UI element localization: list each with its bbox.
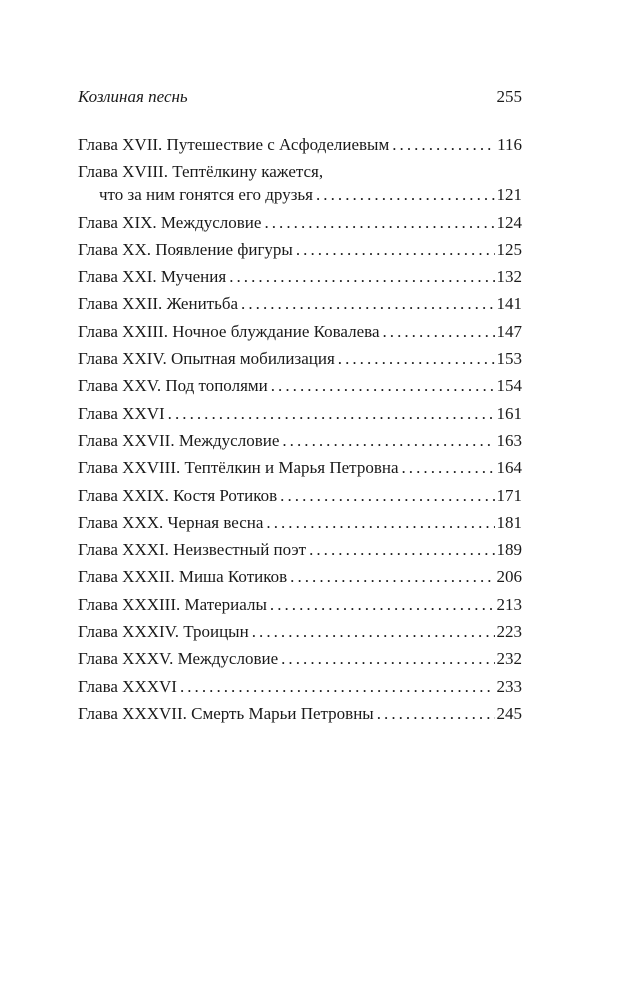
toc-entry-page: 121 xyxy=(496,185,522,205)
toc-entry xyxy=(78,565,522,588)
toc-entry-page: 125 xyxy=(496,239,522,259)
toc-entry xyxy=(78,620,522,643)
dot-leader xyxy=(252,620,495,643)
dot-leader xyxy=(392,133,495,156)
toc-entry-title: Глава XXXV. Междусловие xyxy=(78,649,279,669)
toc-entry-page: 132 xyxy=(496,267,522,287)
toc-entry xyxy=(78,675,522,698)
dot-leader xyxy=(241,292,494,315)
dot-leader xyxy=(316,183,495,206)
toc-entry-page: 124 xyxy=(496,212,522,232)
toc-entry-page: 232 xyxy=(496,649,522,669)
toc-entry-title: Глава XXXII. Миша Котиков xyxy=(78,567,288,587)
dot-leader xyxy=(280,484,494,507)
dot-leader xyxy=(382,320,494,343)
toc-entry-title: Глава XXVIII. Тептёлкин и Марья Петровна xyxy=(78,458,399,478)
running-title: Козлиная песнь xyxy=(78,87,188,106)
dot-leader xyxy=(270,593,495,616)
toc-entry-page: 161 xyxy=(496,403,522,423)
toc-entry-title: Глава XXX. Черная весна xyxy=(78,512,264,532)
toc-entry xyxy=(78,702,522,725)
toc-entry-page: 141 xyxy=(496,294,522,314)
toc-entry-title: Глава XXV. Под тополями xyxy=(78,376,268,396)
toc-entry xyxy=(78,265,522,288)
toc-entry-title: Глава XXXIV. Троицын xyxy=(78,622,249,642)
dot-leader xyxy=(377,702,495,725)
toc-entry xyxy=(78,211,522,234)
toc-entry xyxy=(78,511,522,534)
toc-entry-title: Глава XXVI xyxy=(78,403,165,423)
toc-entry-title: Глава XXI. Мучения xyxy=(78,267,227,287)
toc-entry-title: Глава XXXIII. Материалы xyxy=(78,594,267,614)
dot-leader xyxy=(402,456,495,479)
toc-entry-title: Глава XXIII. Ночное блуждание Ковалева xyxy=(78,321,380,341)
toc-entry-title: Глава XXXVI xyxy=(78,676,177,696)
toc-entry xyxy=(78,238,522,261)
toc-entry xyxy=(78,374,522,397)
toc-entry-page: 206 xyxy=(496,567,522,587)
toc-entry-page: 233 xyxy=(496,676,522,696)
toc-entry-title-continuation: что за ним гонятся его друзья xyxy=(99,185,313,205)
toc-entry-page: 164 xyxy=(496,458,522,478)
toc-entry-title: Глава XXIX. Костя Ротиков xyxy=(78,485,278,505)
toc-entry-page: 171 xyxy=(496,485,522,505)
toc-entry xyxy=(78,320,522,343)
dot-leader xyxy=(180,675,495,698)
dot-leader xyxy=(281,647,494,670)
dot-leader xyxy=(229,265,494,288)
toc-entry xyxy=(78,133,522,156)
toc-entry-page: 153 xyxy=(496,349,522,369)
toc-entry-page: 163 xyxy=(496,430,522,450)
dot-leader xyxy=(271,374,495,397)
dot-leader xyxy=(296,238,495,261)
toc-entry-title: Глава XIX. Междусловие xyxy=(78,212,262,232)
toc-entry-page: 116 xyxy=(497,135,522,154)
toc-entry-page: 223 xyxy=(496,622,522,642)
toc-entry-title: Глава XXXI. Неизвестный поэт xyxy=(78,540,307,560)
dot-leader xyxy=(168,402,495,425)
table-of-contents xyxy=(78,133,522,729)
dot-leader xyxy=(290,565,494,588)
toc-entry-title: Глава XVII. Путешествие с Асфоделиевым xyxy=(78,135,390,154)
toc-entry xyxy=(78,647,522,670)
dot-leader xyxy=(264,211,494,234)
toc-entry-title: Глава XX. Появление фигуры xyxy=(78,239,293,259)
dot-leader xyxy=(338,347,495,370)
toc-entry xyxy=(78,292,522,315)
toc-entry xyxy=(78,160,522,206)
toc-entry xyxy=(78,484,522,507)
dot-leader xyxy=(282,429,494,452)
toc-entry xyxy=(78,538,522,561)
toc-entry-page: 213 xyxy=(496,594,522,614)
toc-entry xyxy=(78,456,522,479)
toc-entry-page: 147 xyxy=(496,321,522,341)
toc-entry xyxy=(78,402,522,425)
toc-entry-title: Глава XXIV. Опытная мобилизация xyxy=(78,349,335,369)
toc-entry-page: 245 xyxy=(496,703,522,723)
toc-entry xyxy=(78,347,522,370)
toc-entry xyxy=(78,429,522,452)
toc-entry-page: 154 xyxy=(496,376,522,396)
toc-entry-title: Глава XXVII. Междусловие xyxy=(78,430,280,450)
dot-leader xyxy=(266,511,494,534)
toc-entry xyxy=(78,593,522,616)
dot-leader xyxy=(309,538,494,561)
page-number: 255 xyxy=(496,87,522,106)
page-header xyxy=(78,87,522,111)
toc-entry-page: 181 xyxy=(496,512,522,532)
toc-entry-title: Глава XXII. Женитьба xyxy=(78,294,239,314)
toc-entry-page: 189 xyxy=(496,540,522,560)
toc-entry-title: Глава XVIII. Тептёлкину кажется, xyxy=(78,162,324,182)
toc-entry-title: Глава XXXVII. Смерть Марьи Петровны xyxy=(78,703,374,723)
